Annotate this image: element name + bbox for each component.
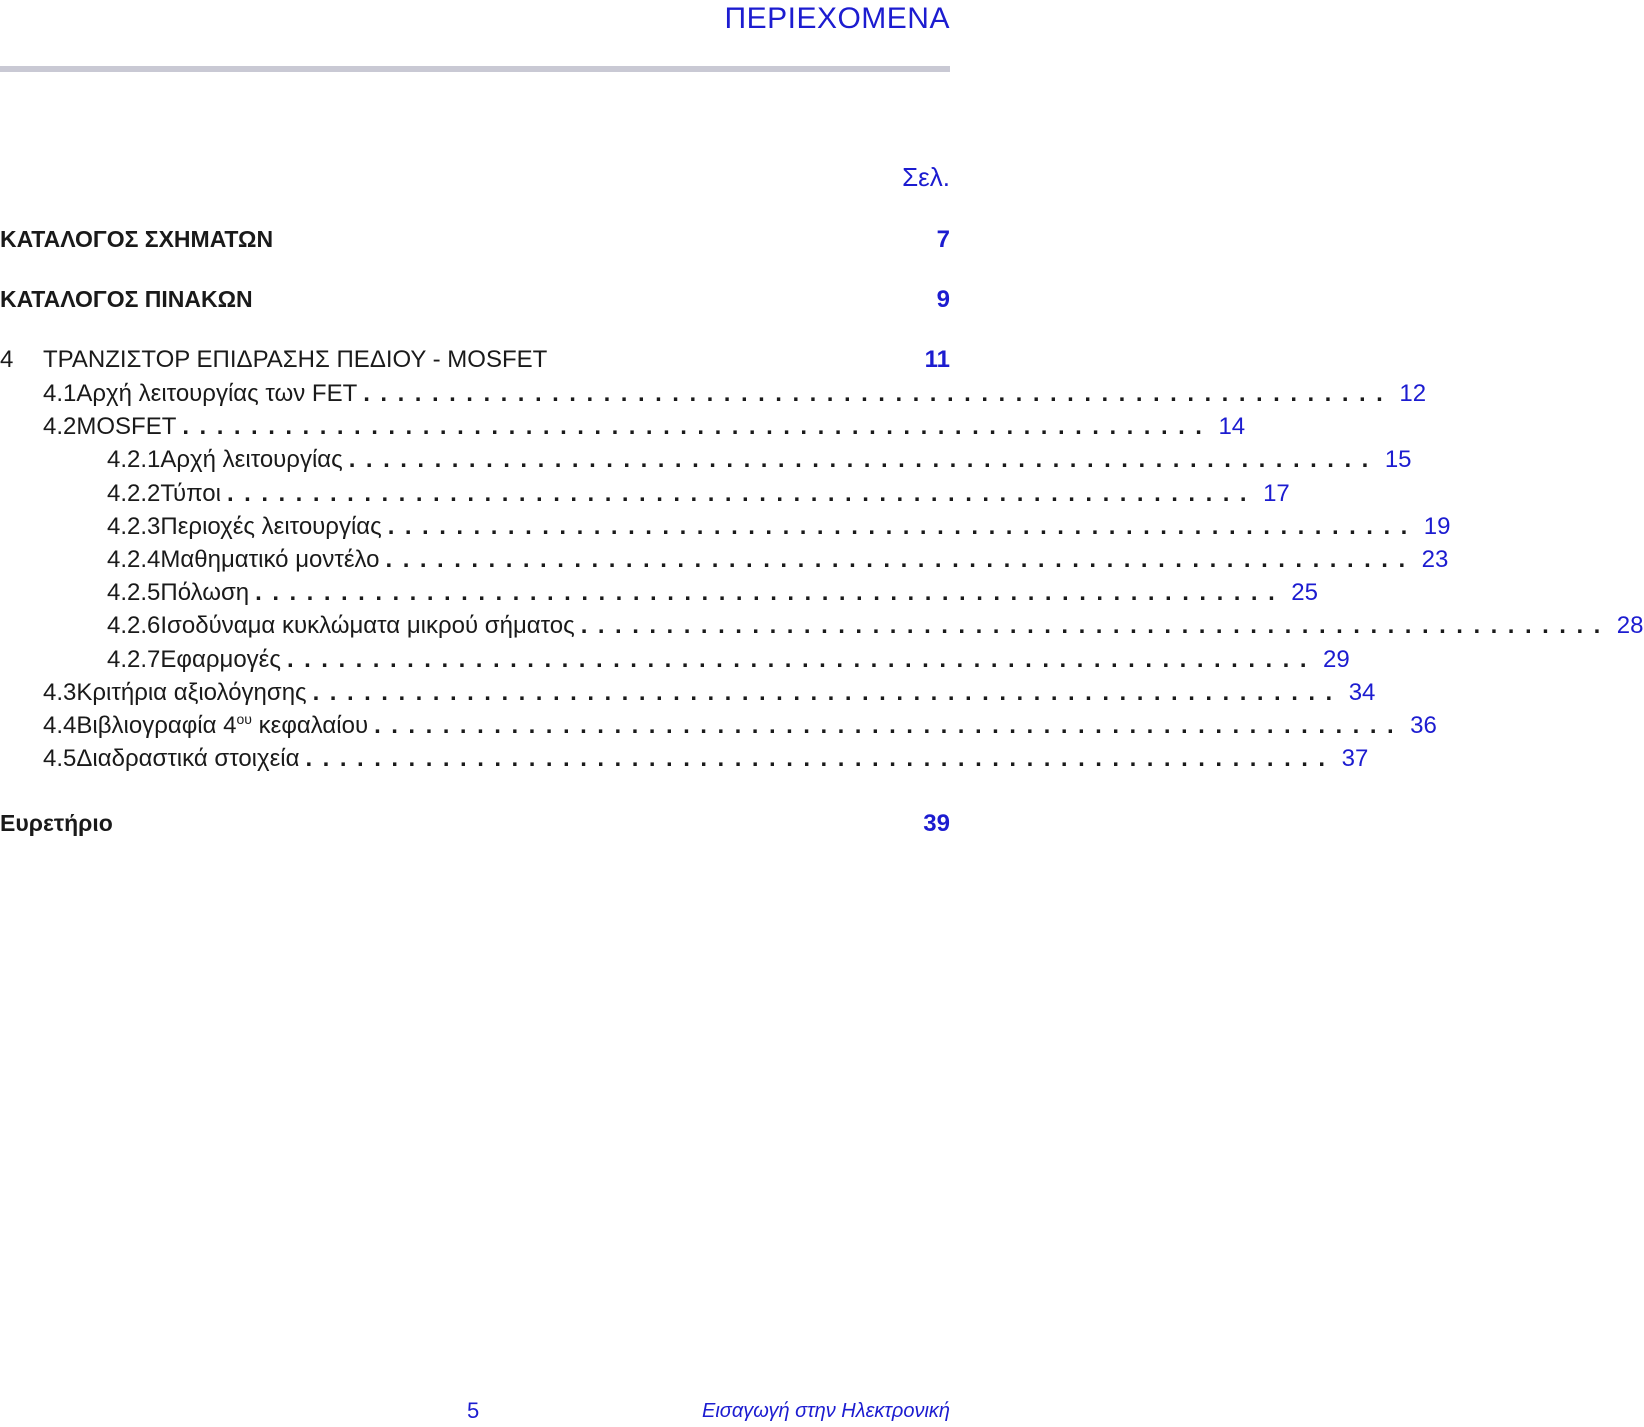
toc-list-of-figures[interactable] bbox=[0, 226, 950, 260]
toc-title-text: Βιβλιογραφία 4 bbox=[76, 712, 237, 739]
toc-page: 17 bbox=[1263, 480, 1290, 507]
dot-leader: ............................................................ bbox=[255, 579, 1286, 606]
toc-chapter-4[interactable] bbox=[0, 346, 950, 380]
toc-number: 4.2 bbox=[43, 413, 77, 440]
toc-list-of-tables[interactable] bbox=[0, 286, 950, 320]
toc-title bbox=[160, 446, 342, 474]
toc-page: 28 bbox=[1616, 612, 1644, 639]
toc-title bbox=[76, 679, 306, 707]
toc-title-text: Τύποι bbox=[160, 480, 221, 507]
toc-title-text: κεφαλαίου bbox=[251, 712, 369, 739]
toc-title-superscript: ου bbox=[236, 711, 252, 727]
toc-title-text: Ισοδύναμα κυκλώματα μικρού σήματος bbox=[160, 612, 575, 639]
toc-entry[interactable] bbox=[0, 513, 1451, 547]
toc-number: 4 bbox=[0, 346, 14, 373]
toc-page: 39 bbox=[923, 810, 950, 837]
toc-number: 4.2.6 bbox=[107, 612, 161, 639]
toc-title: ΤΡΑΝΖΙΣΤΟΡ ΕΠΙΔΡΑΣΗΣ ΠΕΔΙΟΥ - MOSFET bbox=[43, 346, 548, 373]
toc-entry[interactable] bbox=[0, 480, 1290, 514]
toc-title bbox=[160, 513, 381, 541]
toc-title bbox=[76, 413, 176, 441]
dot-leader: ............................................................ bbox=[286, 646, 1318, 673]
toc-page: 23 bbox=[1421, 546, 1449, 573]
toc-page: 29 bbox=[1323, 646, 1350, 673]
toc-title bbox=[76, 712, 368, 740]
toc-page: 9 bbox=[936, 286, 950, 313]
footer-book-title: Εισαγωγή στην Ηλεκτρονική bbox=[701, 1400, 950, 1422]
toc-title-text: Κριτήρια αξιολόγησης bbox=[76, 679, 307, 706]
toc-title-text: Μαθηματικό μοντέλο bbox=[160, 546, 380, 573]
toc-page: 34 bbox=[1348, 679, 1376, 706]
toc-entry[interactable] bbox=[0, 380, 1427, 414]
toc-page: 19 bbox=[1423, 513, 1451, 540]
toc-title bbox=[160, 546, 379, 574]
toc-entry[interactable] bbox=[0, 446, 1412, 480]
toc-entry[interactable] bbox=[0, 579, 1318, 613]
toc-entry[interactable] bbox=[0, 711, 1437, 746]
dot-leader: ............................................................ bbox=[227, 480, 1258, 507]
toc-title-text: Πόλωση bbox=[160, 579, 250, 606]
toc-page: 7 bbox=[936, 226, 950, 253]
toc-number: 4.2.2 bbox=[107, 480, 161, 507]
toc-number: 4.2.5 bbox=[107, 579, 161, 606]
toc-entry[interactable] bbox=[0, 679, 1376, 713]
toc-title bbox=[160, 579, 249, 607]
toc-page: 14 bbox=[1218, 413, 1246, 440]
toc-entry[interactable] bbox=[0, 413, 1246, 447]
toc-title-text: MOSFET bbox=[76, 413, 177, 440]
dot-leader: ............................................................ bbox=[363, 380, 1394, 407]
toc-number: 4.5 bbox=[43, 745, 77, 772]
toc-page: 11 bbox=[924, 346, 950, 373]
toc-page: 15 bbox=[1384, 446, 1412, 473]
dot-leader: ............................................................ bbox=[385, 546, 1416, 573]
header-title: ΠΕΡΙΕΧΟΜΕΝΑ bbox=[724, 2, 950, 35]
dot-leader: ............................................................ bbox=[312, 679, 1343, 706]
toc-page: 36 bbox=[1410, 712, 1437, 739]
toc-number: 4.2.7 bbox=[107, 646, 161, 673]
toc-number: 4.2.4 bbox=[107, 546, 161, 573]
toc-entry[interactable] bbox=[0, 546, 1449, 580]
toc-page: 12 bbox=[1399, 380, 1427, 407]
dot-leader: ............................................................ bbox=[305, 745, 1336, 772]
footer-page-number: 5 bbox=[467, 1398, 480, 1423]
toc-title bbox=[76, 380, 357, 408]
dot-leader: ............................................................ bbox=[182, 413, 1213, 440]
toc-entry[interactable] bbox=[0, 646, 1350, 680]
toc-title-text: Περιοχές λειτουργίας bbox=[160, 513, 382, 540]
toc-title bbox=[160, 480, 221, 508]
toc-title-text: Διαδραστικά στοιχεία bbox=[76, 745, 300, 772]
toc-title bbox=[76, 745, 299, 773]
toc-title bbox=[160, 646, 281, 674]
toc-page: 25 bbox=[1291, 579, 1318, 606]
toc-number: 4.3 bbox=[43, 679, 77, 706]
dot-leader: ............................................................ bbox=[348, 446, 1379, 473]
page-column-label: Σελ. bbox=[902, 162, 950, 192]
toc-title-text: Αρχή λειτουργίας bbox=[160, 446, 343, 473]
toc-title: Ευρετήριο bbox=[0, 810, 113, 836]
toc-title-text: Αρχή λειτουργίας των FET bbox=[76, 380, 358, 407]
dot-leader: ............................................................ bbox=[387, 513, 1418, 540]
toc-title-text: Εφαρμογές bbox=[160, 646, 281, 673]
toc-title: ΚΑΤΑΛΟΓΟΣ ΠΙΝΑΚΩΝ bbox=[0, 286, 253, 312]
toc-number: 4.2.1 bbox=[107, 446, 161, 473]
toc-number: 4.4 bbox=[43, 712, 77, 739]
toc-number: 4.1 bbox=[43, 380, 77, 407]
toc-entry[interactable] bbox=[0, 745, 1369, 779]
toc-page: 37 bbox=[1341, 745, 1369, 772]
dot-leader: ............................................................ bbox=[374, 712, 1405, 739]
toc-title: ΚΑΤΑΛΟΓΟΣ ΣΧΗΜΑΤΩΝ bbox=[0, 226, 274, 252]
toc-number: 4.2.3 bbox=[107, 513, 161, 540]
toc-entry[interactable] bbox=[0, 612, 1644, 646]
toc-title bbox=[160, 612, 574, 640]
dot-leader: ............................................................ bbox=[580, 612, 1611, 639]
toc-index[interactable] bbox=[0, 810, 950, 844]
